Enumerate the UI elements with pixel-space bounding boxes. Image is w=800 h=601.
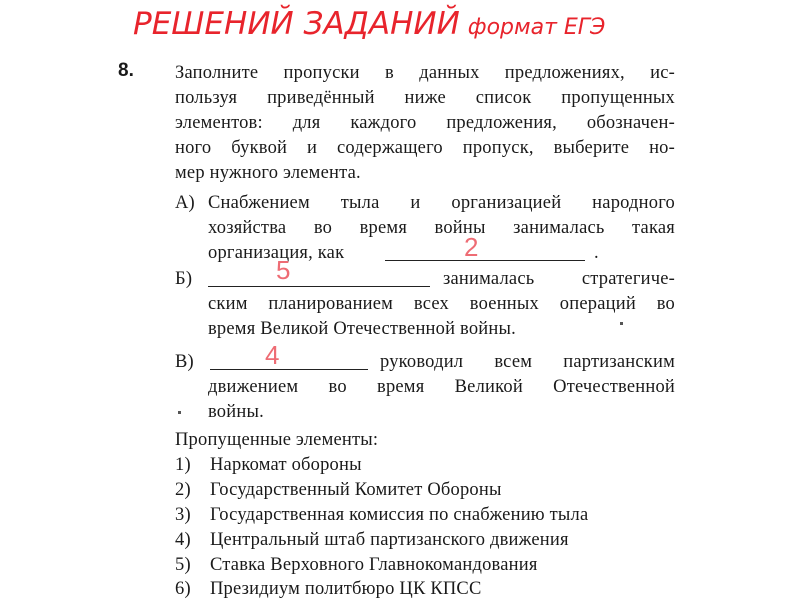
item-a-period: . <box>594 243 599 263</box>
item-a-line-3: организация, как <box>208 243 345 263</box>
item-b-blank <box>208 269 430 287</box>
option-number: 6) <box>175 579 191 599</box>
option-number: 3) <box>175 505 191 525</box>
intro-line-1: Заполните пропуски в данных предложениях, ис- <box>175 63 675 83</box>
option-text: Наркомат обороны <box>210 455 362 475</box>
item-b-line-2: ским планированием всех военных операций во <box>208 294 675 314</box>
item-v-line-1: руководил всем партизанским <box>380 352 675 372</box>
item-a-letter: А) <box>175 193 195 213</box>
option-number: 1) <box>175 455 191 475</box>
option-text: Президиум политбюро ЦК КПСС <box>210 579 482 599</box>
item-b-letter: Б) <box>175 269 193 289</box>
item-v-answer: 4 <box>265 340 280 370</box>
slide-title-tail: формат ЕГЭ <box>467 15 606 40</box>
option-number: 4) <box>175 530 191 550</box>
slide-title <box>133 6 605 42</box>
option-text: Центральный штаб партизанского движения <box>210 530 569 550</box>
option-number: 2) <box>175 480 191 500</box>
scan-speck <box>178 411 181 414</box>
intro-line-5: мер нужного элемента. <box>175 163 361 183</box>
item-v-blank <box>210 352 368 370</box>
options-title: Пропущенные элементы: <box>175 430 379 450</box>
option-number: 5) <box>175 555 191 575</box>
item-a-blank <box>385 243 585 261</box>
option-text: Государственная комиссия по снабжению тыла <box>210 505 589 525</box>
intro-line-4: ного буквой и содержащего пропуск, выберите но- <box>175 138 675 158</box>
item-a-line-1: Снабжением тыла и организацией народного <box>208 193 675 213</box>
task-number: 8. <box>118 60 134 81</box>
item-a-answer: 2 <box>464 232 479 262</box>
slide-title-main: РЕШЕНИЙ ЗАДАНИЙ <box>133 6 460 42</box>
item-v-line-3: войны. <box>208 402 264 422</box>
option-text: Государственный Комитет Обороны <box>210 480 502 500</box>
item-b-line-1: занималась стратегиче- <box>443 269 675 289</box>
intro-line-2: пользуя приведённый ниже список пропущенных <box>175 88 675 108</box>
item-b-line-3: время Великой Отечественной войны. <box>208 319 516 339</box>
intro-line-3: элементов: для каждого предложения, обозначен- <box>175 113 675 133</box>
option-text: Ставка Верховного Главнокомандования <box>210 555 538 575</box>
item-v-letter: В) <box>175 352 194 372</box>
scan-speck <box>620 322 623 325</box>
item-b-answer: 5 <box>276 255 291 285</box>
item-a-line-2: хозяйства во время войны занималась такая <box>208 218 675 238</box>
item-v-line-2: движением во время Великой Отечественной <box>208 377 675 397</box>
